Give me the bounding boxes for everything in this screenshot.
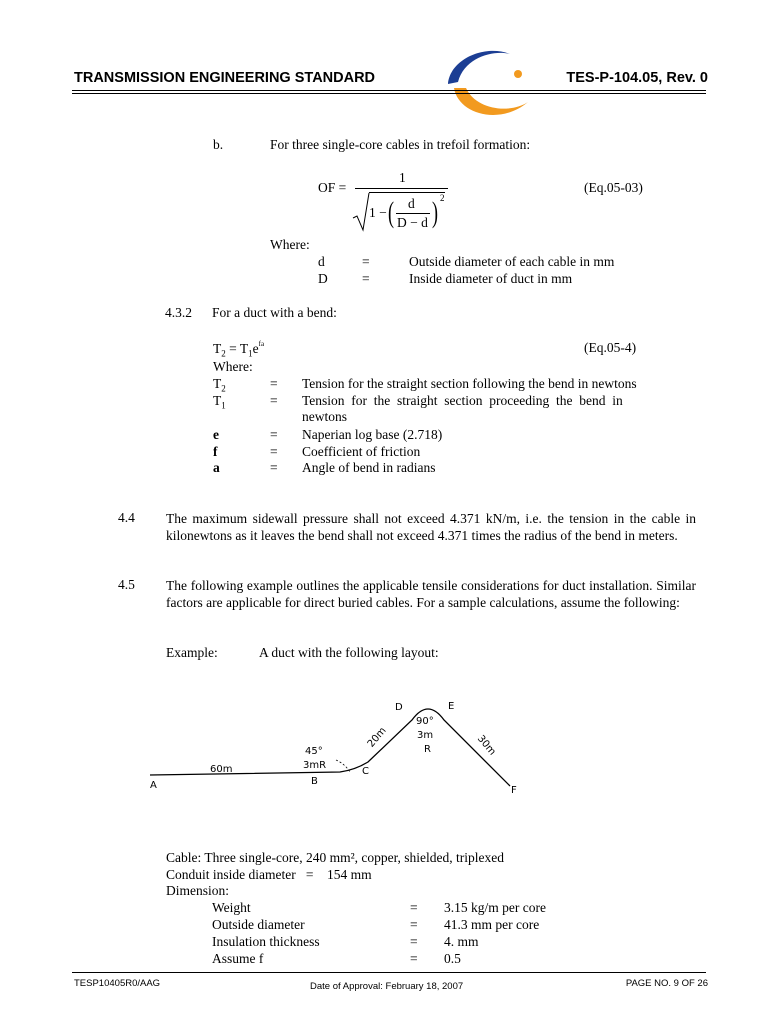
where2-e-sym: e [213, 427, 219, 442]
footer-page-number: PAGE NO. 9 OF 26 [625, 978, 708, 989]
footer-doc-code: TESP10405R0/AAG [74, 978, 161, 989]
where2-t1-eq: = [270, 393, 278, 408]
bend2-radius-label: 3m [417, 730, 434, 741]
segment-60m-label: 60m [210, 764, 233, 775]
eq0503-numerator: 1 [399, 170, 406, 185]
duct-layout-diagram [140, 690, 540, 810]
point-D-label: D [395, 702, 403, 713]
bend1-radius-label: 3mR [303, 760, 327, 771]
where1-D-desc: Inside diameter of duct in mm [409, 271, 573, 286]
header-doc-id: TES-P-104.05, Rev. 0 [566, 70, 708, 86]
header-title: TRANSMISSION ENGINEERING STANDARD [74, 70, 376, 86]
right-paren: ) [432, 196, 438, 229]
sec45-text: The following example outlines the applicable tensile considerations for duct installation. Similar factors are applicable for direct buried cables. For a sample calculations, assume the following: [166, 578, 696, 610]
where2-t1-desc2: newtons [302, 409, 347, 424]
where1-heading: Where: [270, 237, 310, 252]
cable-line1: Cable: Three single-core, 240 mm², copper, shielded, triplexed [166, 850, 505, 865]
dim-f-label: Assume f [212, 951, 264, 966]
sec432-num: 4.3.2 [165, 305, 192, 320]
segment-30m-label: 30m [474, 733, 498, 758]
dim-f-eq: = [410, 951, 418, 966]
eq0503-lhs: OF = [318, 180, 347, 195]
dim-weight-value: 3.15 kg/m per core [444, 900, 546, 915]
example-label: Example: [166, 645, 218, 660]
where2-e-desc: Naperian log base (2.718) [302, 427, 443, 442]
section-b-text: For three single-core cables in trefoil formation: [270, 137, 531, 152]
where2-a-sym: a [213, 460, 220, 475]
cable-line2: Conduit inside diameter = 154 mm [166, 867, 372, 882]
left-paren: ( [388, 196, 394, 229]
dim-f-value: 0.5 [444, 951, 461, 966]
footer-approval-date: Date of Approval: February 18, 2007 [310, 981, 464, 992]
duct-path [150, 709, 510, 786]
where2-f-sym: f [213, 444, 218, 459]
where2-e-eq: = [270, 427, 278, 442]
sec44-num: 4.4 [118, 510, 135, 525]
eq0503-fraction-bar [355, 188, 448, 189]
inner-fraction-bar [396, 213, 430, 214]
cable-line3: Dimension: [166, 883, 229, 898]
dim-insulation-value: 4. mm [444, 934, 479, 949]
where2-t2-sym: $T_2$ [213, 376, 226, 394]
company-logo [440, 44, 540, 122]
point-E-label: E [448, 701, 455, 712]
sec432-text: For a duct with a bend: [212, 305, 337, 320]
eq0503-inner-num: d [408, 196, 415, 211]
sqrt-sign [352, 192, 370, 232]
dim-weight-label: Weight [212, 900, 251, 915]
eq054-tag: (Eq.05-4) [584, 340, 637, 355]
where2-f-eq: = [270, 444, 278, 459]
bend1-angle-label: 45° [305, 746, 323, 757]
bend2-r-label: R [424, 744, 431, 755]
eq054-formula: $T_2 = T_1e^{fa}$ [213, 340, 265, 359]
point-A-label: A [150, 780, 157, 791]
eq0503-inner-den: D − d [397, 215, 428, 230]
where2-heading: Where: [213, 359, 253, 374]
where1-D-eq: = [362, 271, 370, 286]
dim-od-value: 41.3 mm per core [444, 917, 540, 932]
where2-t2-desc: Tension for the straight section following the bend in newtons [302, 376, 637, 391]
point-F-label: F [511, 785, 517, 796]
sec45-num: 4.5 [118, 577, 135, 592]
eq0503-exponent: 2 [440, 193, 445, 203]
where1-d-sym: d [318, 254, 325, 269]
where1-d-desc: Outside diameter of each cable in mm [409, 254, 615, 269]
segment-20m-label: 20m [365, 725, 389, 750]
eq0503-inner-one: 1 − [369, 205, 387, 220]
where2-t2-eq: = [270, 376, 278, 391]
point-C-label: C [362, 766, 369, 777]
section-b-label: b. [213, 137, 224, 152]
dim-insulation-label: Insulation thickness [212, 934, 320, 949]
eq0503-tag: (Eq.05-03) [584, 180, 643, 195]
example-text: A duct with the following layout: [259, 645, 439, 660]
dim-od-label: Outside diameter [212, 917, 305, 932]
where2-a-eq: = [270, 460, 278, 475]
sqrt-overline [369, 192, 445, 193]
point-B-label: B [311, 776, 318, 787]
where2-t1-sym: $T_1$ [213, 393, 226, 411]
dim-weight-eq: = [410, 900, 418, 915]
where1-D-sym: D [318, 271, 328, 286]
where2-t1-desc1: Tension for the straight section proceeding the bend in [302, 393, 623, 408]
where2-f-desc: Coefficient of friction [302, 444, 421, 459]
bend2-angle-label: 90° [416, 716, 434, 727]
where1-d-eq: = [362, 254, 370, 269]
where2-a-desc: Angle of bend in radians [302, 460, 436, 475]
dim-od-eq: = [410, 917, 418, 932]
sec44-text: The maximum sidewall pressure shall not exceed 4.371 kN/m, i.e. the tension in the cable in kilonewtons as it leaves the bend shall not exceed 4.371 times the radius of the bend in meters. [166, 511, 696, 543]
dim-insulation-eq: = [410, 934, 418, 949]
